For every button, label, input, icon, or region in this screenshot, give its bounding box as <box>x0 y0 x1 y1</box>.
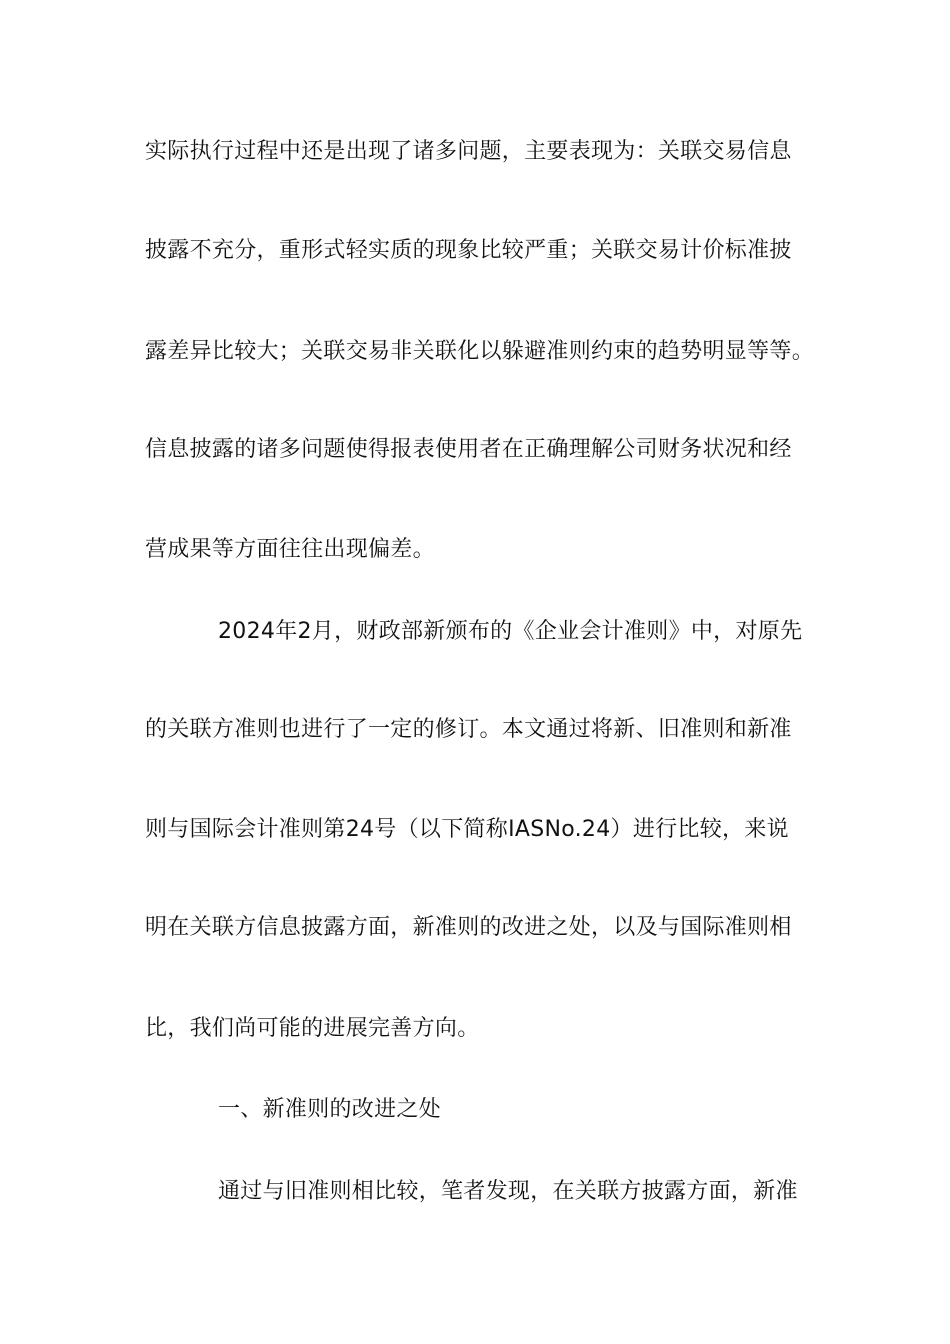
paragraph-line: 露差异比较大；关联交易非关联化以躲避准则约束的趋势明显等等。 <box>145 339 815 364</box>
paragraph-line: 营成果等方面往往出现偏差。 <box>145 537 435 562</box>
paragraph-line: 披露不充分，重形式轻实质的现象比较严重；关联交易计价标准披 <box>145 238 792 263</box>
paragraph-line: 比，我们尚可能的进展完善方向。 <box>145 1016 480 1041</box>
paragraph-line: 则与国际会计准则第24号（以下简称IASNo.24）进行比较，来说 <box>145 817 789 842</box>
paragraph-line: 通过与旧准则相比较，笔者发现，在关联方披露方面，新准 <box>218 1179 798 1204</box>
section-heading: 一、新准则的改进之处 <box>218 1097 442 1122</box>
paragraph-line: 明在关联方信息披露方面，新准则的改进之处，以及与国际准则相 <box>145 915 792 940</box>
paragraph-line: 信息披露的诸多问题使得报表使用者在正确理解公司财务状况和经 <box>145 437 792 462</box>
paragraph-line: 实际执行过程中还是出现了诸多问题，主要表现为：关联交易信息 <box>145 139 792 164</box>
paragraph-line: 的关联方准则也进行了一定的修订。本文通过将新、旧准则和新准 <box>145 717 792 742</box>
paragraph-line: 2024年2月，财政部新颁布的《企业会计准则》中，对原先 <box>218 619 803 644</box>
